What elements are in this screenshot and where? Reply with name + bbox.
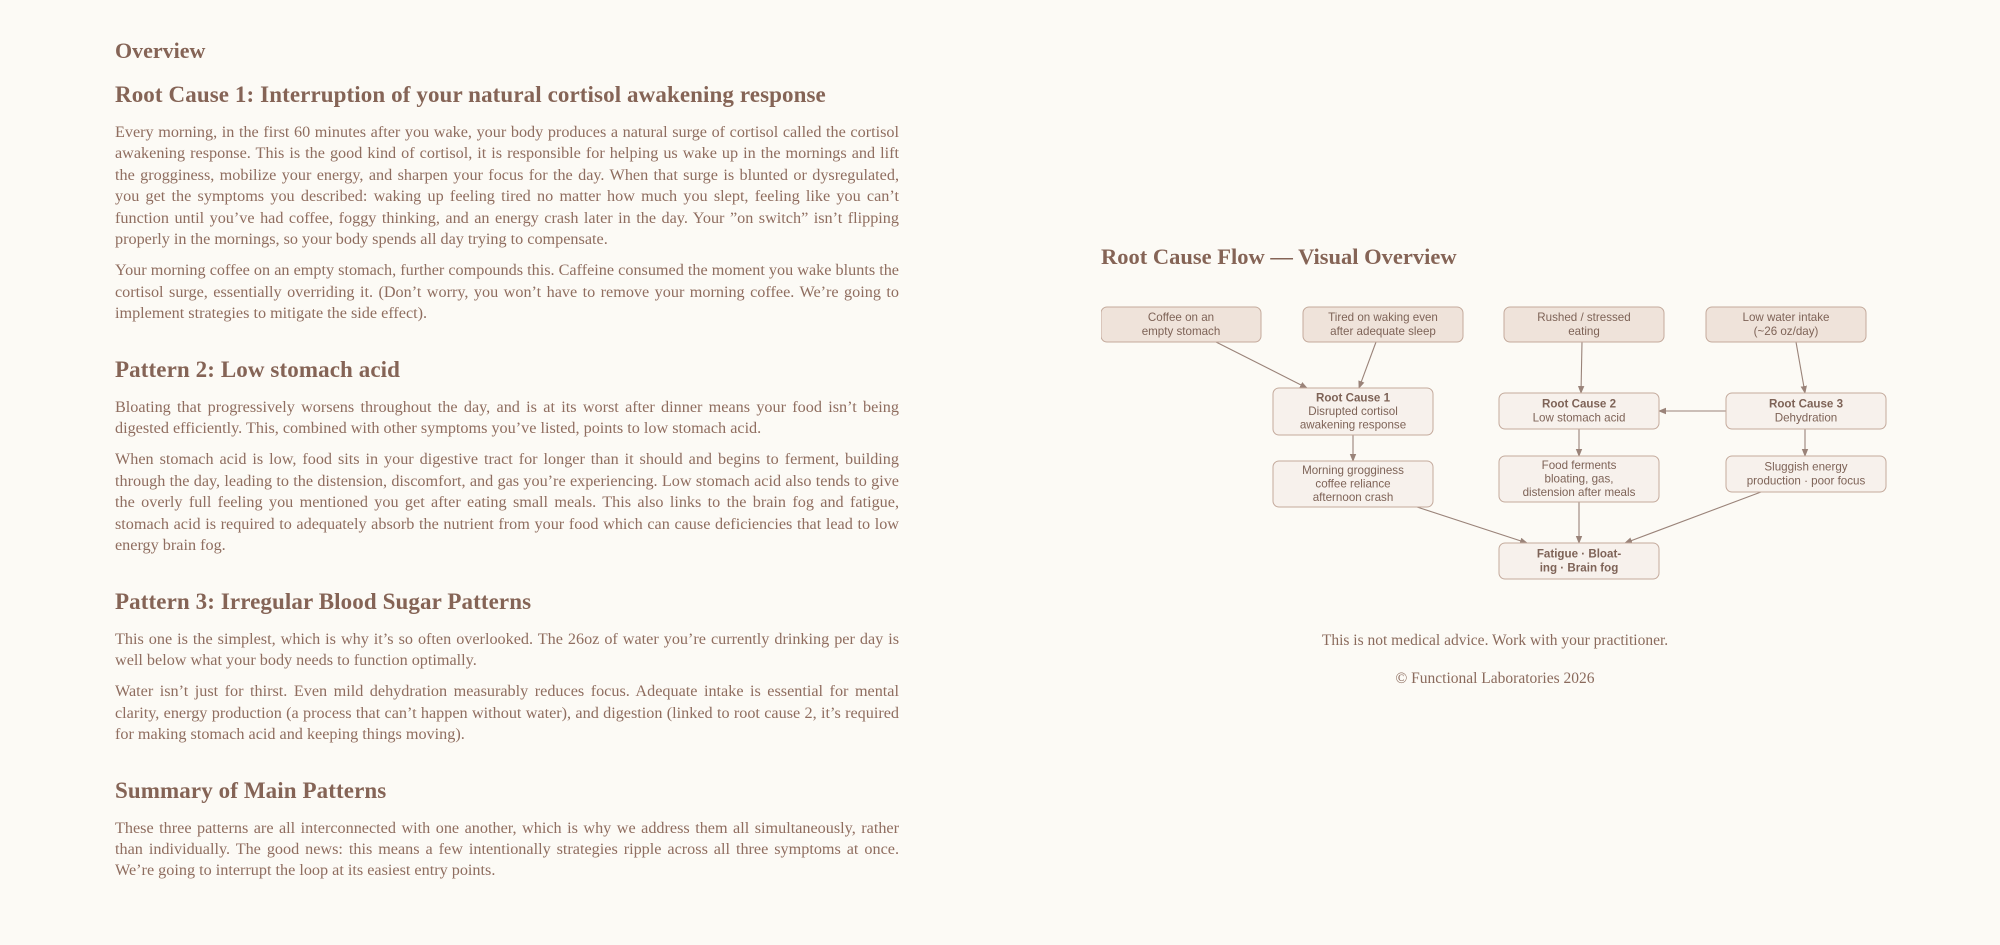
diagram-node-label: after adequate sleep [1330, 324, 1436, 338]
diagram-node-label: production · poor focus [1746, 474, 1866, 488]
diagram-node-label: Root Cause 3 [1768, 397, 1844, 411]
diagram-node-label: (~26 oz/day) [1753, 324, 1819, 338]
diagram-node-label: Disrupted cortisol [1308, 405, 1398, 419]
paragraph: Water isn’t just for thirst. Even mild dehydration measurably reduces focus. Adequate intake is essential for mental clarity, energy production (a process that can’t happen without water), and digestion (linked to root cause 2, it’s required for making stomach acid and keeping things moving). [115, 682, 899, 744]
diagram-arrow [1216, 342, 1307, 388]
diagram-nodes [1101, 307, 1886, 579]
diagram-node-water [1706, 307, 1866, 342]
diagram-node-label: Morning grogginess [1302, 463, 1404, 477]
diagram-node-label: Sluggish energy [1764, 460, 1848, 474]
diagram-arrow [1417, 507, 1527, 543]
section-heading-summary: Summary of Main Patterns [115, 777, 387, 803]
diagram-arrow [1359, 342, 1376, 388]
diagram-node-label: coffee reliance [1315, 477, 1391, 491]
diagram-node-grog [1273, 461, 1433, 507]
diagram-edges [1216, 342, 1805, 543]
diagram-node-label: Low stomach acid [1532, 411, 1626, 425]
diagram-node-label: eating [1568, 324, 1600, 338]
diagram-node-tired [1303, 307, 1463, 342]
diagram-node-label: Low water intake [1742, 311, 1830, 325]
section-heading-pattern-2: Pattern 2: Low stomach acid [115, 356, 401, 382]
diagram-arrow [1796, 342, 1805, 393]
diagram-node-coffee [1101, 307, 1261, 342]
diagram-node-label: Root Cause 2 [1541, 397, 1617, 411]
diagram-node-label: ing · Brain fog [1539, 561, 1619, 575]
diagram-node-sluggish [1726, 456, 1886, 492]
diagram-node-rc3 [1726, 393, 1886, 429]
diagram-node-label: Fatigue · Bloat- [1536, 547, 1622, 561]
copyright-text: © Functional Laboratories 2026 [1395, 670, 1595, 687]
diagram-node-rushed [1504, 307, 1664, 342]
diagram-node-rc2 [1499, 393, 1659, 429]
diagram-node-label: empty stomach [1141, 324, 1221, 338]
diagram-node-rc1 [1273, 388, 1433, 435]
document-body [115, 38, 899, 892]
overview-heading: Overview [115, 38, 206, 63]
paragraph: When stomach acid is low, food sits in your digestive tract for longer than it should and begins to ferment, building through the day, leading to the distension, discomfort, and gas you’re experiencing. Low stomach acid also tends to give the overly full feeling you mentioned you get after eating small meals. This also links to the brain fog and fatigue, stomach acid is required to adequately absorb the nutrient from your food which can cause deficiencies that lead to low energy brain fog. [115, 450, 899, 555]
paragraph: Bloating that progressively worsens throughout the day, and is at its worst after dinner means your food isn’t being digested efficiently. This, combined with other symptoms you’ve listed, points to low stomach acid. [115, 397, 899, 438]
diagram-node-label: awakening response [1299, 418, 1407, 432]
diagram-node-label: Root Cause 1 [1315, 391, 1391, 405]
paragraph: These three patterns are all interconnected with one another, which is why we address them all simultaneously, rather than individually. The good news: this means a few intentionally strategies ripple across all three symptoms at once. We’re going to interrupt the loop at its easiest entry points. [115, 818, 899, 880]
diagram-node-label: distension after meals [1522, 486, 1636, 500]
diagram-title: Root Cause Flow — Visual Overview [1101, 244, 1457, 269]
diagram-node-label: bloating, gas, [1544, 472, 1614, 486]
root-cause-flow-diagram [1101, 244, 1901, 624]
paragraph: Your morning coffee on an empty stomach, further compounds this. Caffeine consumed the moment you wake blunts the cortisol surge, essentially overriding it. (Don’t worry, you won’t have to remove your morning coffee. We’re going to implement strategies to mitigate the side effect). [115, 261, 899, 323]
diagram-node-ferment [1499, 456, 1659, 502]
diagram-node-label: Tired on waking even [1328, 311, 1438, 325]
diagram-node-label: afternoon crash [1312, 491, 1394, 505]
section-heading-root-cause-1: Root Cause 1: Interruption of your natural cortisol awakening response [115, 82, 826, 107]
paragraph: Every morning, in the first 60 minutes after you wake, your body produces a natural surge of cortisol called the cortisol awakening response. This is the good kind of cortisol, it is responsible for helping us wake up in the mornings and lift the grogginess, mobilize your energy, and sharpen your focus for the day. When that surge is blunted or dysregulated, you get the symptoms you described: waking up feeling tired no matter how much you slept, feeling like you can’t function until you’ve had coffee, foggy thinking, and an energy crash later in the day. Your ”on switch” isn’t flipping properly in the mornings, so your body spends all day trying to compensate. [115, 123, 899, 249]
diagram-node-label: Dehydration [1774, 411, 1838, 425]
diagram-node-label: Food ferments [1541, 458, 1617, 472]
disclaimer-text: This is not medical advice. Work with your practitioner. [1321, 632, 1669, 649]
diagram-node-fatigue [1499, 543, 1659, 579]
diagram-arrow [1581, 342, 1582, 393]
section-heading-pattern-3: Pattern 3: Irregular Blood Sugar Patterns [115, 588, 532, 614]
paragraph: This one is the simplest, which is why it’s so often overlooked. The 26oz of water you’re currently drinking per day is well below what your body needs to function optimally. [115, 629, 899, 669]
diagram-node-label: Coffee on an [1147, 311, 1215, 325]
diagram-panel [1101, 244, 1901, 704]
diagram-node-label: Rushed / stressed [1537, 311, 1631, 325]
